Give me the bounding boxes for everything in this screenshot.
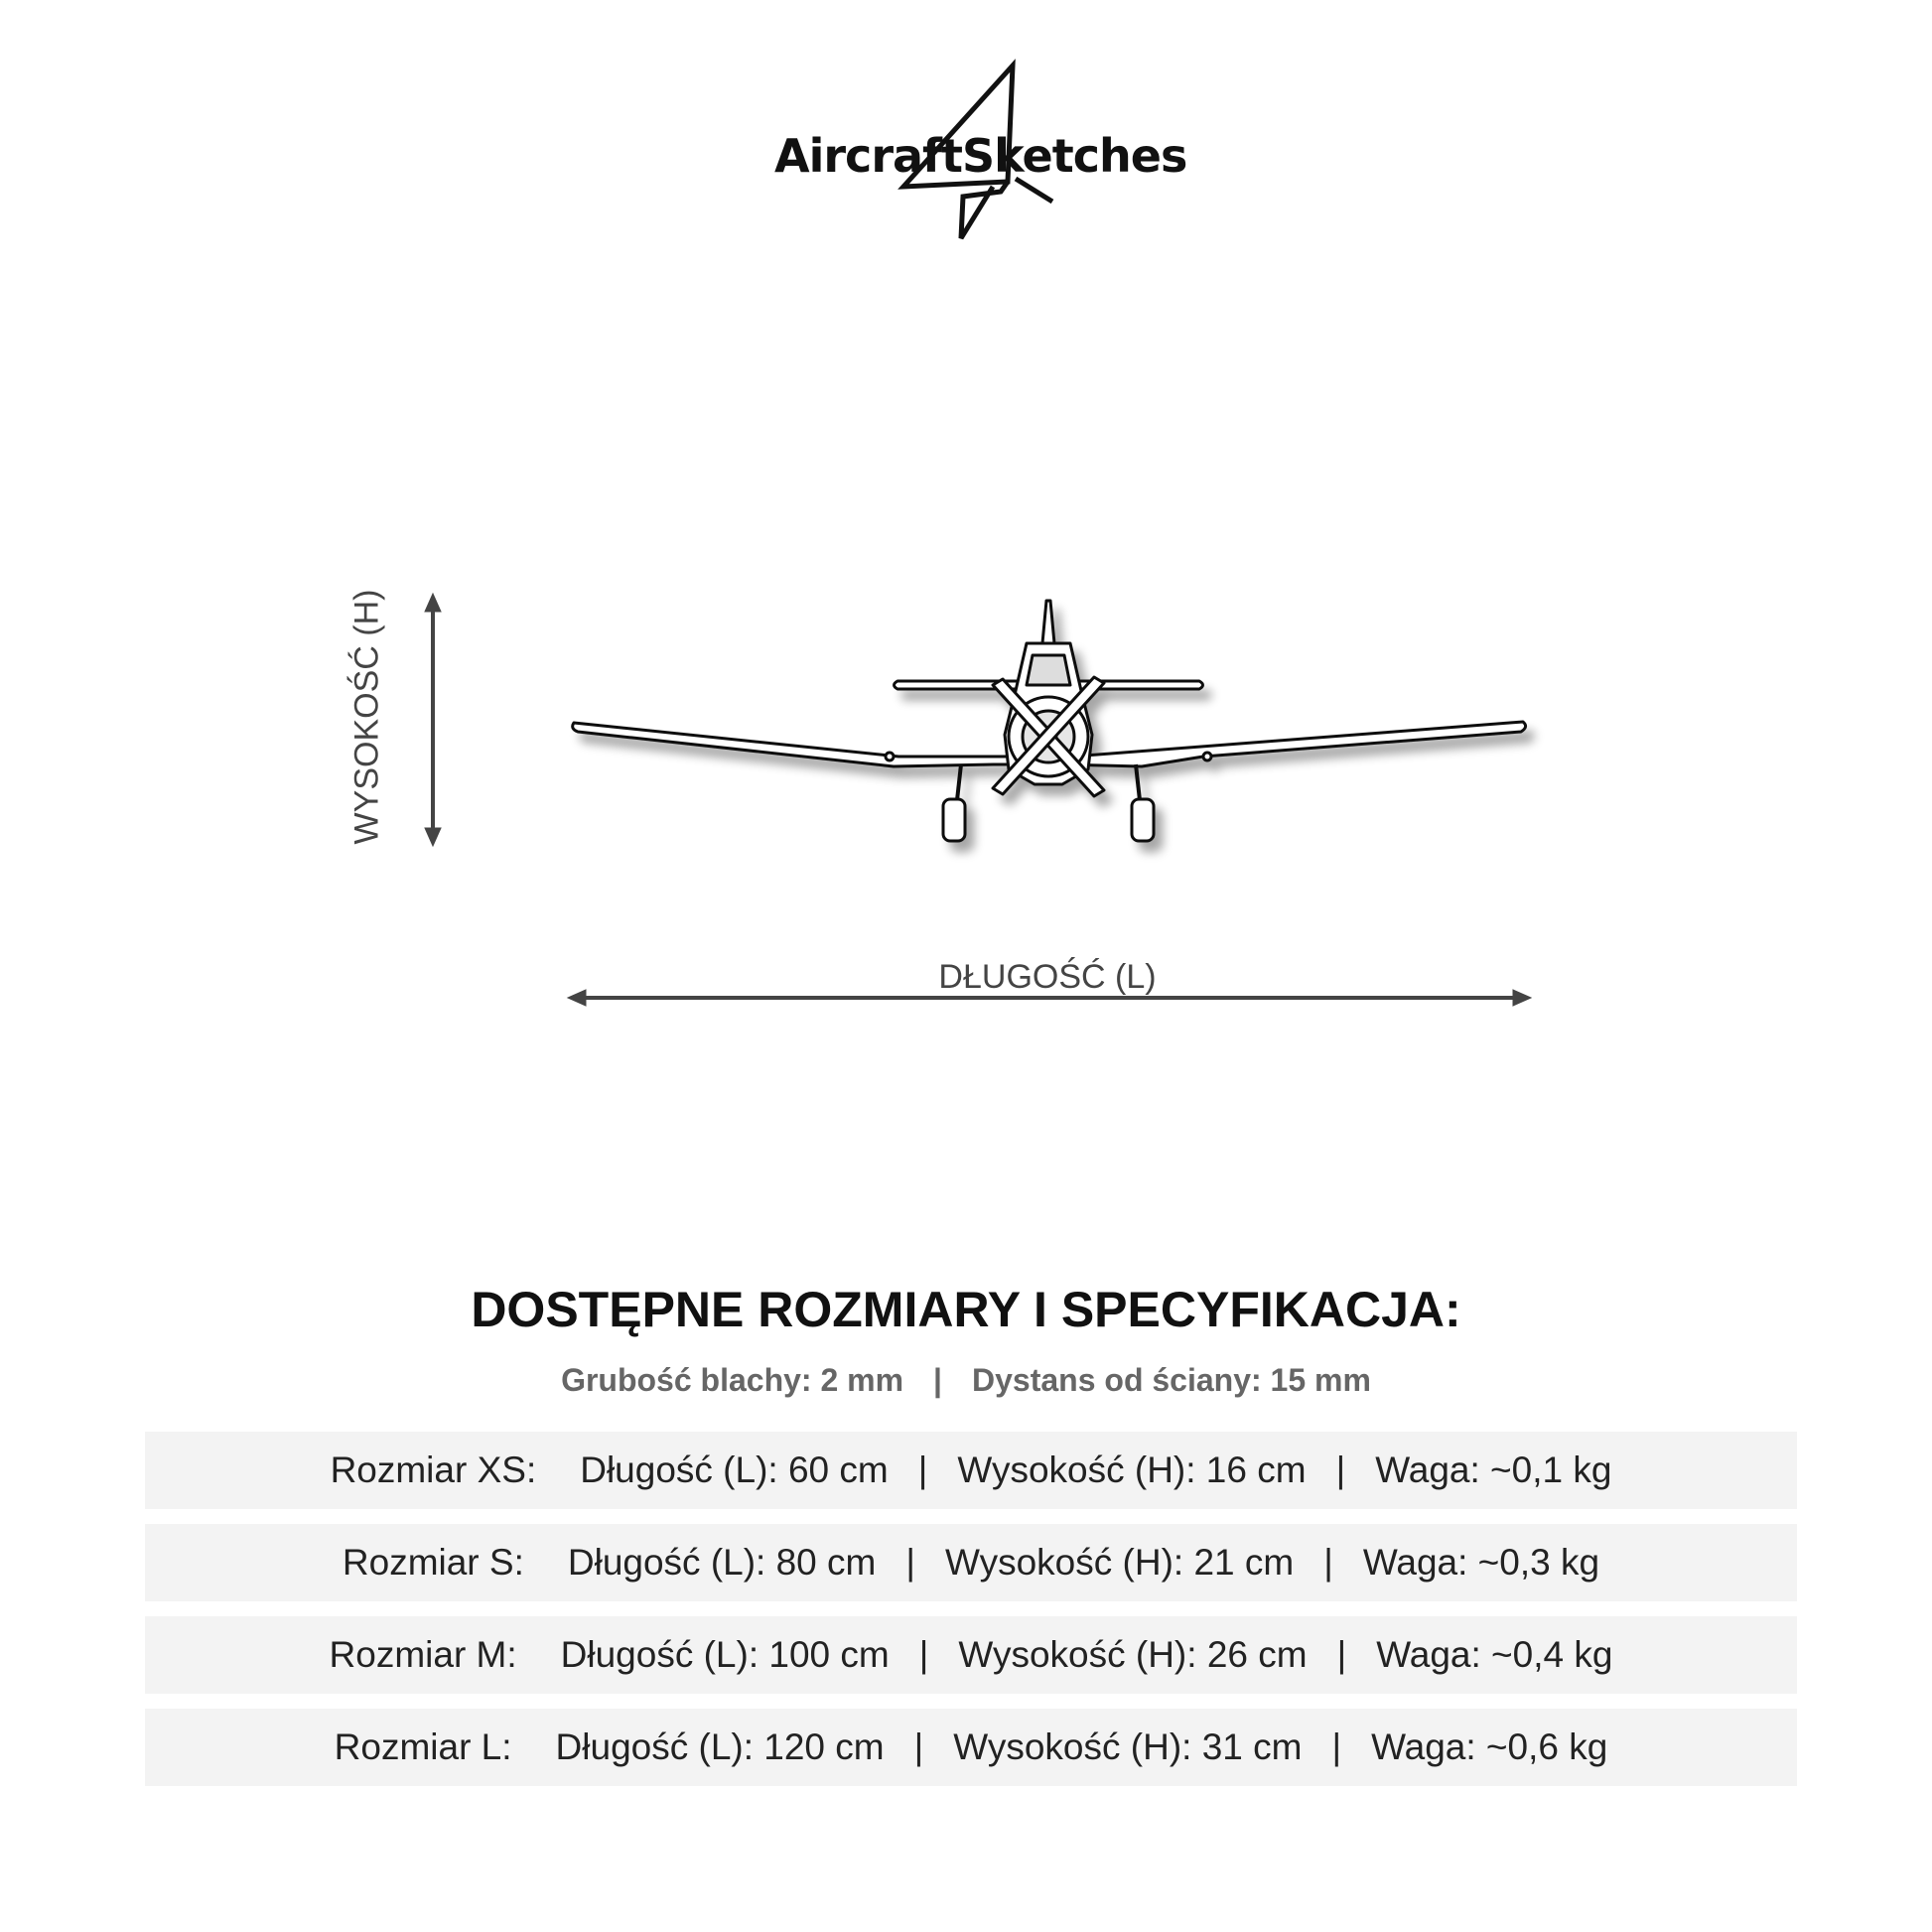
separator: | [1331, 1726, 1342, 1767]
brand-name: AircraftSketches [774, 129, 1187, 183]
size-name: Rozmiar L: [334, 1726, 512, 1767]
height-label: WYSOKOŚĆ (H) [347, 589, 386, 845]
size-weight: Waga: ~0,6 kg [1371, 1726, 1608, 1767]
separator: | [933, 1362, 942, 1398]
size-row-xs [145, 1432, 1797, 1509]
size-row-l [145, 1709, 1797, 1786]
separator: | [913, 1726, 924, 1767]
size-length: Długość (L): 80 cm [567, 1542, 877, 1583]
distance-text: Dystans od ściany: 15 mm [972, 1362, 1371, 1398]
size-name: Rozmiar S: [342, 1542, 524, 1583]
specs-subtitle [0, 1362, 1932, 1399]
size-name: Rozmiar XS: [330, 1449, 537, 1490]
size-name: Rozmiar M: [329, 1634, 517, 1675]
separator: | [918, 1634, 929, 1675]
size-weight: Waga: ~0,3 kg [1362, 1542, 1600, 1583]
separator: | [1323, 1542, 1333, 1583]
thickness-text: Grubość blachy: 2 mm [561, 1362, 904, 1398]
separator: | [1336, 1634, 1347, 1675]
specs-title: DOSTĘPNE ROZMIARY I SPECYFIKACJA: [471, 1282, 1461, 1337]
size-table [145, 1432, 1797, 1801]
size-height: Wysokość (H): 16 cm [957, 1449, 1307, 1490]
size-row-m [145, 1616, 1797, 1694]
separator: | [905, 1542, 915, 1583]
size-weight: Waga: ~0,4 kg [1376, 1634, 1613, 1675]
size-length: Długość (L): 100 cm [560, 1634, 890, 1675]
aircraft-silhouette [573, 601, 1526, 841]
size-height: Wysokość (H): 26 cm [958, 1634, 1308, 1675]
size-height: Wysokość (H): 21 cm [945, 1542, 1295, 1583]
separator: | [1335, 1449, 1346, 1490]
size-height: Wysokość (H): 31 cm [953, 1726, 1303, 1767]
size-length: Długość (L): 60 cm [580, 1449, 889, 1490]
height-arrow [425, 594, 441, 846]
separator: | [917, 1449, 928, 1490]
length-label: DŁUGOŚĆ (L) [938, 958, 1157, 996]
size-row-s [145, 1524, 1797, 1601]
size-length: Długość (L): 120 cm [555, 1726, 885, 1767]
size-weight: Waga: ~0,1 kg [1375, 1449, 1612, 1490]
